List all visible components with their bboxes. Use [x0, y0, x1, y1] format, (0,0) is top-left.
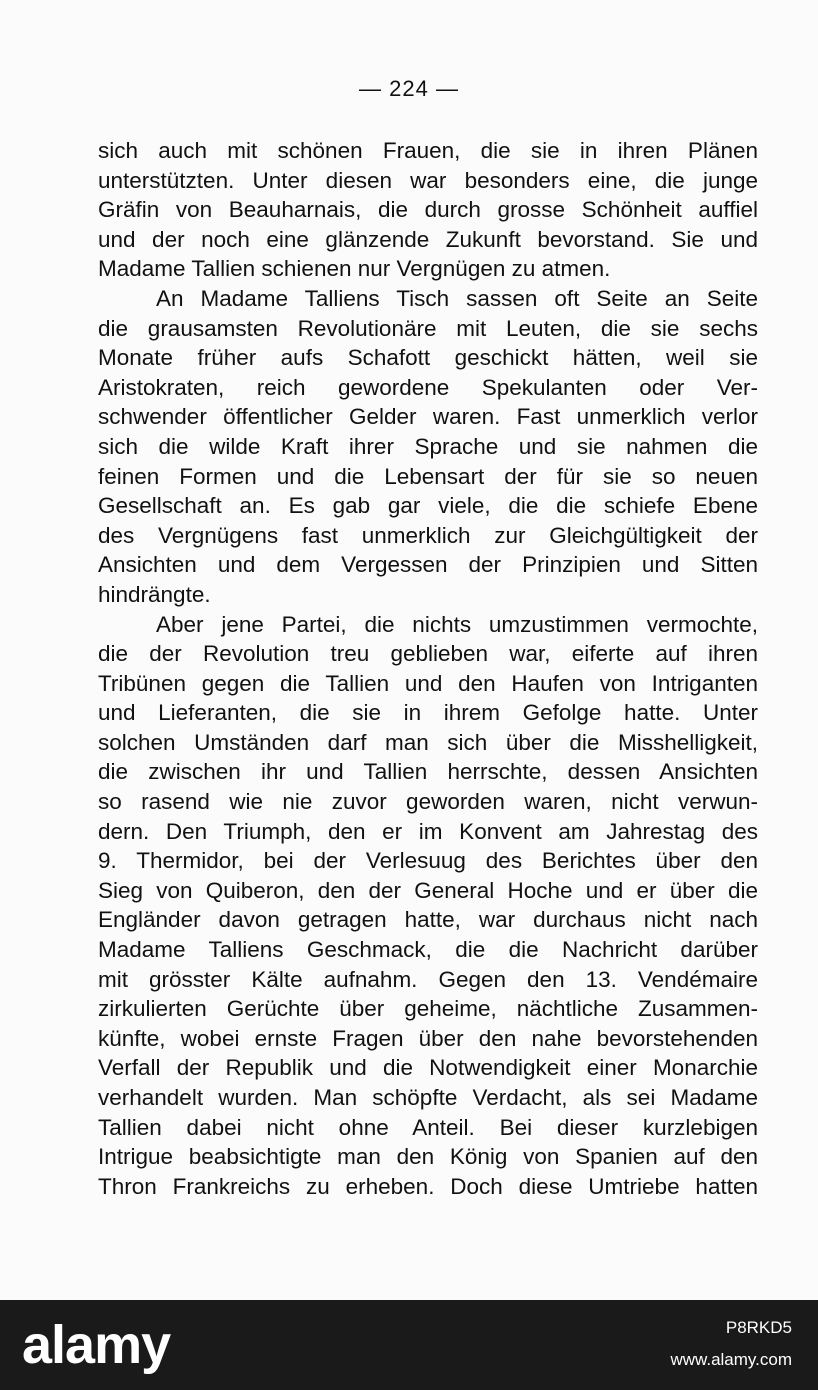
text-line: Ansichten und dem Vergessen der Prinzipien und Sitten	[98, 552, 758, 578]
text-line: Verfall der Republik und die Notwendigkeit einer Monarchie	[98, 1055, 758, 1081]
text-line: Engländer davon getragen hatte, war durchaus nicht nach	[98, 907, 758, 933]
text-line: Intrigue beabsichtigte man den König von Spanien auf den	[98, 1144, 758, 1170]
text-line: Sieg von Quiberon, den der General Hoche und er über die	[98, 877, 758, 903]
text-line: die grausamsten Revolutionäre mit Leuten, die sie sechs	[98, 315, 758, 341]
page-number: — 224 —	[359, 76, 459, 101]
watermark-footer	[0, 1300, 818, 1390]
text-line: mit grösster Kälte aufnahm. Gegen den 13. Vendémaire	[98, 966, 758, 992]
text-line: so rasend wie nie zuvor geworden waren, nicht verwun-	[98, 789, 758, 815]
text-line: hindrängte.	[98, 581, 211, 607]
paragraph-2	[98, 284, 758, 610]
text-line: Aristokraten, reich gewordene Spekulanten oder Ver-	[98, 374, 758, 400]
text-line: und der noch eine glänzende Zukunft bevorstand. Sie und	[98, 226, 758, 252]
text-line: künfte, wobei ernste Fragen über den nahe bevorstehenden	[98, 1025, 758, 1051]
text-line: Thron Frankreichs zu erheben. Doch diese Umtriebe hatten	[98, 1173, 758, 1199]
text-line: die der Revolution treu geblieben war, eiferte auf ihren	[98, 641, 758, 667]
image-id-label: P8RKD5	[725, 1318, 792, 1337]
site-url-label: www.alamy.com	[670, 1350, 792, 1369]
paragraph-1	[98, 136, 758, 284]
text-line: Madame Tallien schienen nur Vergnügen zu atmen.	[98, 256, 611, 282]
text-line: dern. Den Triumph, den er im Konvent am Jahrestag des	[98, 818, 758, 844]
brand-logo: alamy	[22, 1315, 171, 1375]
text-line: und Lieferanten, die sie in ihrem Gefolge hatte. Unter	[98, 700, 758, 726]
text-line: sich die wilde Kraft ihrer Sprache und sie nahmen die	[98, 433, 758, 459]
text-line: Tallien dabei nicht ohne Anteil. Bei dieser kurzlebigen	[98, 1114, 758, 1140]
text-line: 9. Thermidor, bei der Verlesuug des Berichtes über den	[98, 848, 758, 874]
text-line: sich auch mit schönen Frauen, die sie in ihren Plänen	[98, 138, 758, 163]
body-text	[98, 136, 758, 1201]
paragraph-3	[98, 610, 758, 1202]
text-line: schwender öffentlicher Gelder waren. Fast unmerklich verlor	[98, 404, 758, 430]
text-line: Aber jene Partei, die nichts umzustimmen vermochte,	[156, 611, 758, 637]
text-line: An Madame Talliens Tisch sassen oft Seite an Seite	[156, 285, 758, 311]
text-line: verhandelt wurden. Man schöpfte Verdacht, als sei Madame	[98, 1085, 758, 1110]
text-line: des Vergnügens fast unmerklich zur Gleichgültigkeit der	[98, 522, 758, 548]
text-line: die zwischen ihr und Tallien herrschte, dessen Ansichten	[98, 759, 758, 785]
text-line: Gesellschaft an. Es gab gar viele, die die schiefe Ebene	[98, 493, 758, 519]
text-line: Tribünen gegen die Tallien und den Haufen von Intriganten	[98, 670, 758, 696]
text-line: Gräfin von Beauharnais, die durch grosse Schönheit auffiel	[98, 197, 758, 223]
text-line: Madame Talliens Geschmack, die die Nachricht darüber	[98, 937, 758, 963]
text-line: zirkulierten Gerüchte über geheime, nächtliche Zusammen-	[98, 996, 758, 1022]
text-line: Monate früher aufs Schafott geschickt hätten, weil sie	[98, 345, 758, 371]
text-line: unterstützten. Unter diesen war besonders eine, die junge	[98, 167, 758, 193]
text-line: feinen Formen und die Lebensart der für sie so neuen	[98, 463, 758, 489]
text-line: solchen Umständen darf man sich über die Misshelligkeit,	[98, 729, 758, 755]
